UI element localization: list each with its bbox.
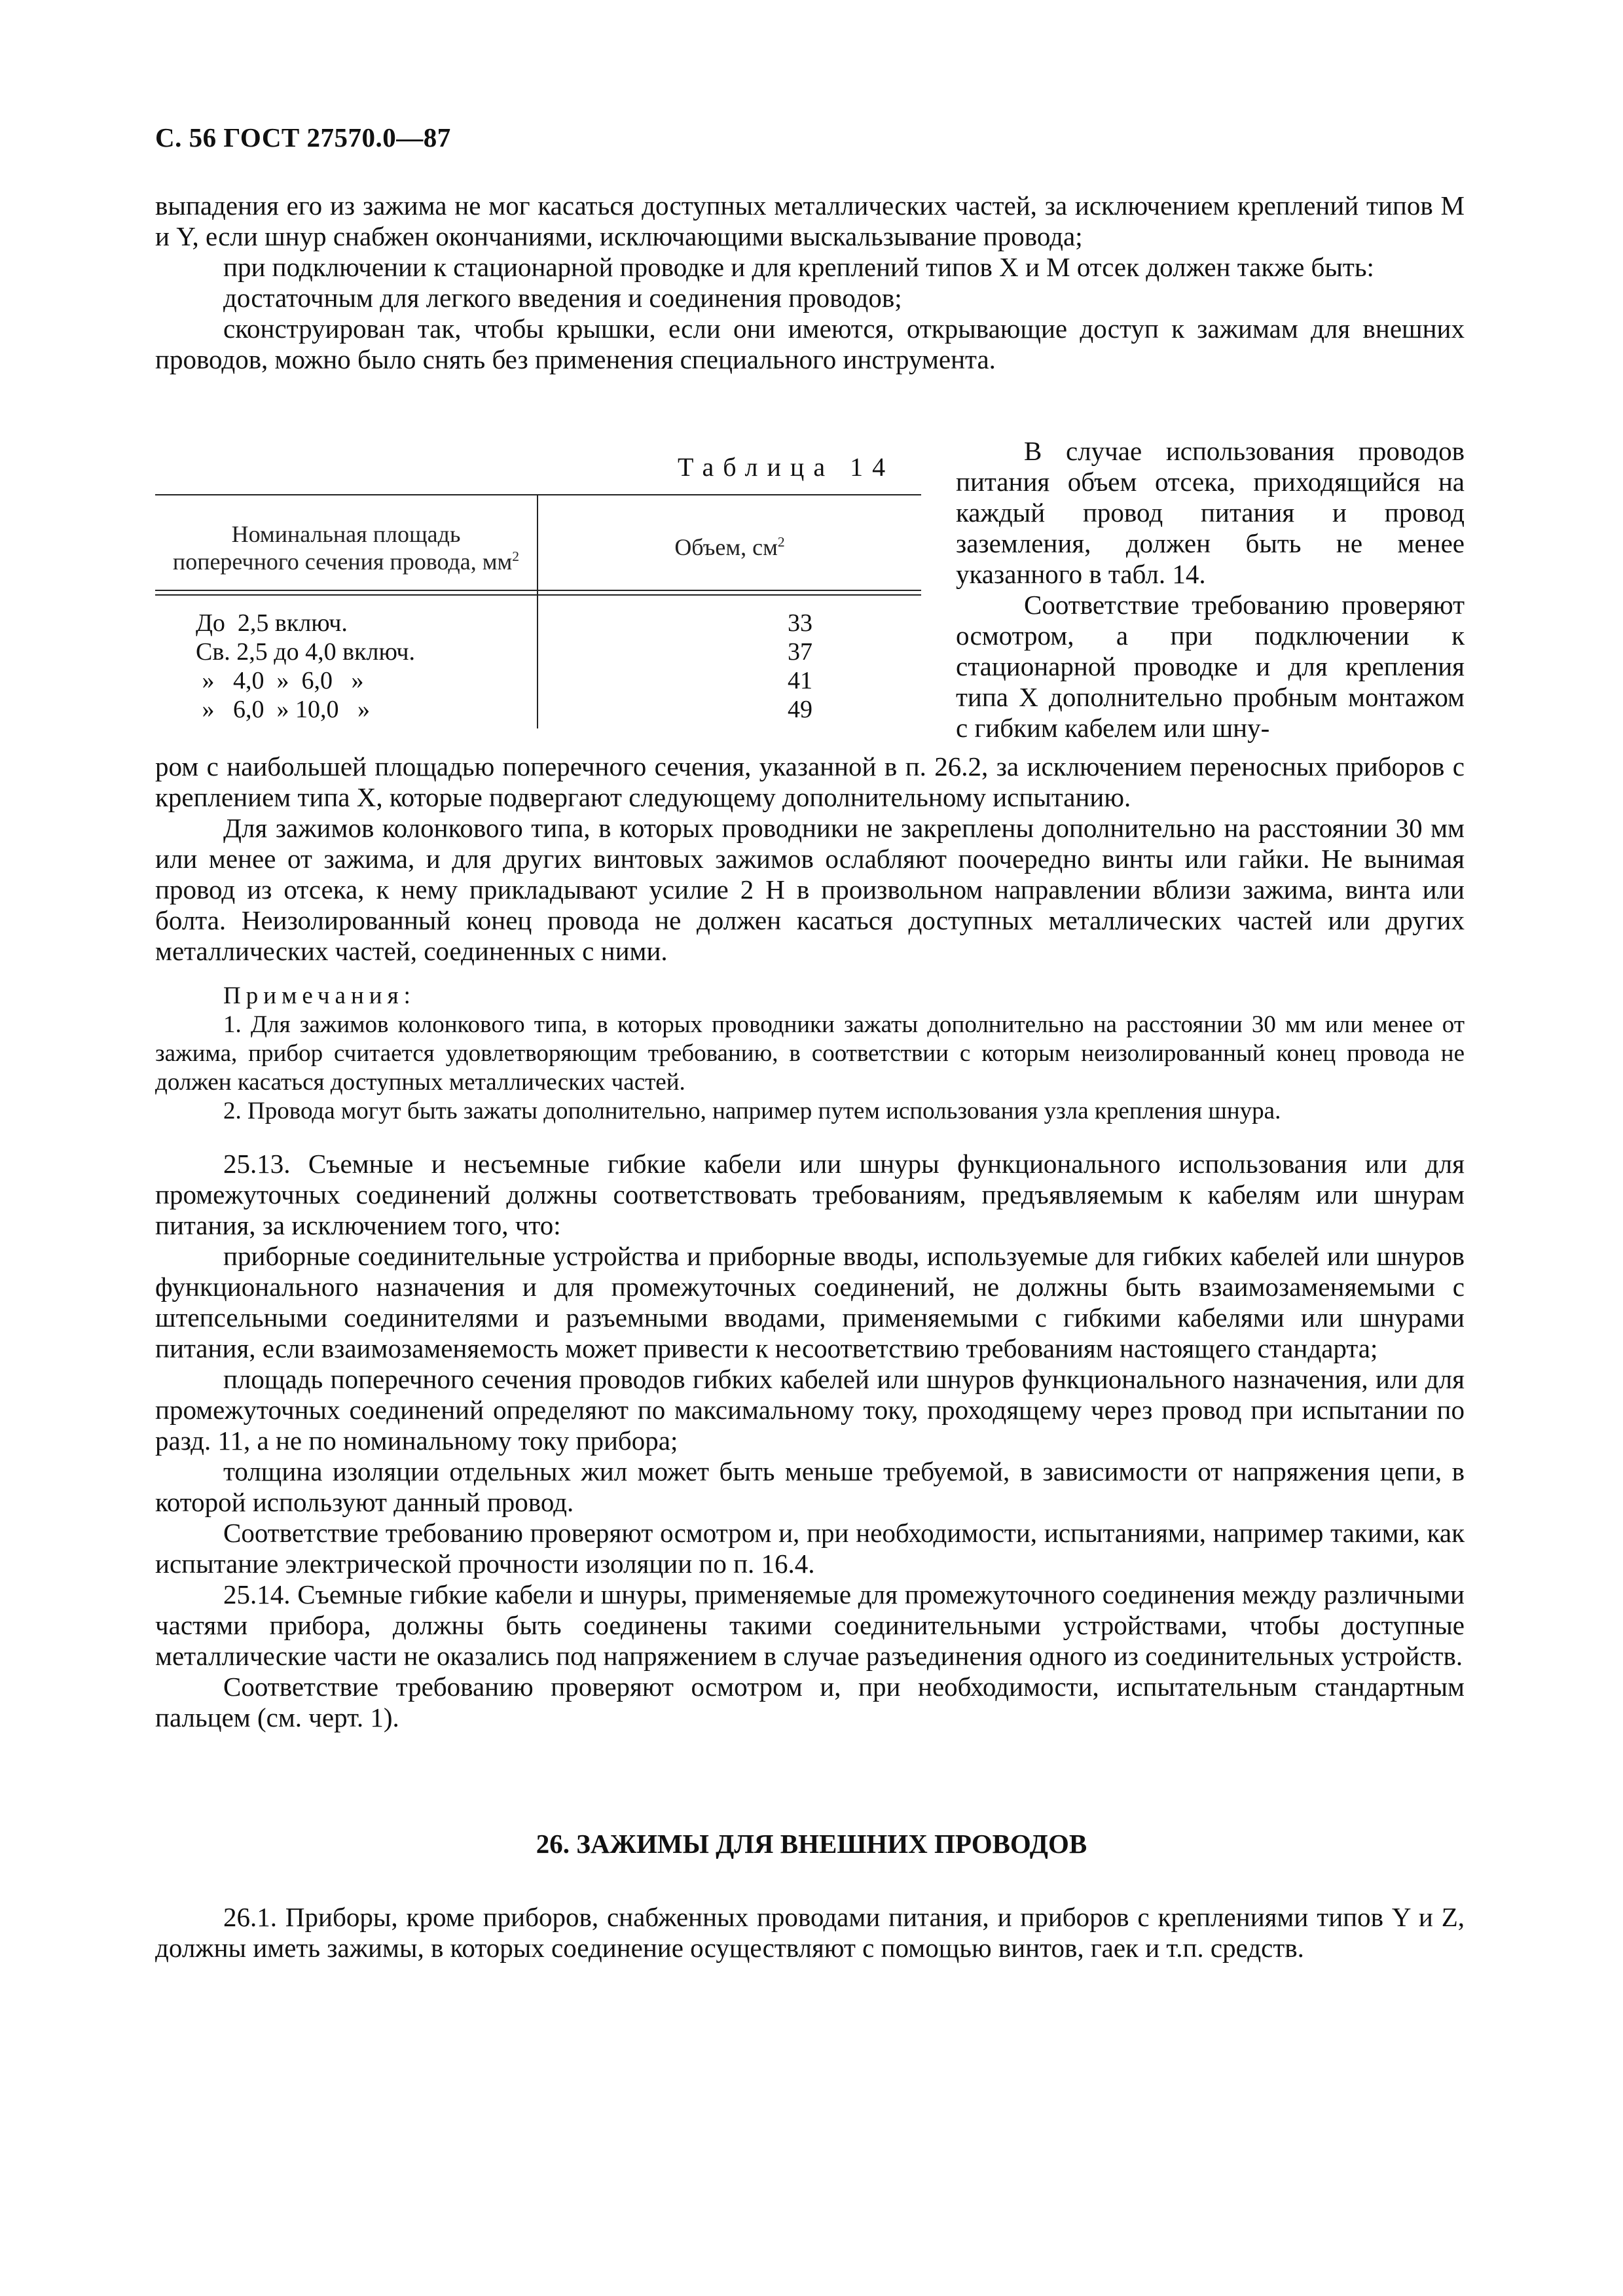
paragraph: достаточным для легкого введения и соединения проводов; [223, 283, 902, 313]
notes-block [155, 982, 1465, 1126]
table-cell: 49 [788, 696, 812, 723]
table-14 [155, 494, 921, 730]
paragraph: 25.13. Съемные и несъемные гибкие кабели или шнуры функционального использования или для промежуточных соединений должны соответствовать требованиям, предъявляемым к кабелям или шнурам питания, за исключением того, что: [155, 1149, 1465, 1240]
paragraph: выпадения его из зажима не мог касаться доступных металлических частей, за исключением креплений типов М и Y, если шнур снабжен окончаниями, исключающими выскальзывание провода; [155, 190, 1465, 251]
table-cell: До 2,5 включ. [196, 609, 348, 637]
table-cell: » 4,0 » 6,0 » [196, 667, 364, 694]
paragraph: Соответствие требованию проверяют осмотром, а при подключении к стационарной проводке и для крепления типа X дополнительно пробным монтажом с гибким кабелем или шну- [956, 590, 1465, 743]
paragraph: Соответствие требованию проверяют осмотром и, при необходимости, испытательным стандартным пальцем (см. черт. 1). [155, 1672, 1465, 1732]
paragraph: толщина изоляции отдельных жил может быть меньше требуемой, в зависимости от напряжения цепи, в которой используют данный провод. [155, 1456, 1465, 1517]
paragraph: 26.1. Приборы, кроме приборов, снабженных проводами питания, и приборов с креплениями типов Y и Z, должны иметь зажимы, в которых соединение осуществляют с помощью винтов, гаек и т.п. средств. [155, 1902, 1465, 1963]
top-block [155, 190, 1465, 375]
section-body [155, 1902, 1465, 1964]
section-title: 26. ЗАЖИМЫ ДЛЯ ВНЕШНИХ ПРОВОДОВ [536, 1829, 1087, 1859]
paragraph: приборные соединительные устройства и приборные вводы, используемые для гибких кабелей или шнуров функционального назначения и для промежуточных соединений, не должны быть взаимозаменяемыми с штепсельными соединителями и разъемными вводами, применяемыми с гибкими кабелями или шнурами питания, если взаимозаменяемость может привести к несоответствию требованиям настоящего стандарта; [155, 1241, 1465, 1363]
table-header-volume: Объем, $см^2$ [674, 534, 785, 560]
table-rule-header-double [155, 594, 921, 596]
after-table-block [155, 751, 1465, 967]
table-caption: Таблица 14 [678, 452, 895, 482]
paragraph: Соответствие требованию проверяют осмотром и, при необходимости, испытаниями, например такими, как испытание электрической прочности изоляции по п. 16.4. [155, 1518, 1465, 1579]
table-column-volume [754, 609, 846, 724]
page-header: С. 56 ГОСТ 27570.0—87 [155, 122, 451, 152]
paragraph: площадь поперечного сечения проводов гибких кабелей или шнуров функционального назначения, или для промежуточных соединений определяют по максимальному току, проходящему через провод при испытании по разд. 11, а не по номинальному току прибора; [155, 1364, 1465, 1456]
table-rule-header [155, 590, 921, 591]
table-cell: » 6,0 » 10,0 » [196, 696, 370, 723]
paragraph: при подключении к стационарной проводке и для креплений типов X и М отсек должен также быть: [223, 252, 1374, 282]
table-cell: 41 [788, 667, 812, 694]
table-rule-top [155, 494, 921, 495]
table-cell: 33 [788, 609, 812, 637]
table-column-range [196, 609, 415, 724]
side-text [956, 436, 1465, 744]
paragraph: ром с наибольшей площадью поперечного сечения, указанной в п. 26.2, за исключением переносных приборов с креплением типа X, которые подвергают следующему дополнительному испытанию. [155, 751, 1465, 812]
table-cell: 37 [788, 638, 812, 666]
paragraph: Для зажимов колонкового типа, в которых проводники не закреплены дополнительно на расстоянии 30 мм или менее от зажима, и для других винтовых зажимов ослабляют поочередно винты или гайки. Не вынимая провод из отсека, к нему прикладывают усилие 2 Н в произвольном направлении вблизи зажима, винта или болта. Неизолированный конец провода не должен касаться доступных металлических частей или других металлических частей, соединенных с ними. [155, 813, 1465, 966]
note-item: 2. Провода могут быть зажаты дополнительно, например путем использования узла крепления шнура. [223, 1098, 1281, 1124]
notes-title: Примечания: [223, 982, 416, 1009]
paragraph: 25.14. Съемные гибкие кабели и шнуры, применяемые для промежуточного соединения между различными частями прибора, должны быть соединены такими соединительными устройствами, чтобы доступные металлические части не оказались под напряжением в случае разъединения одного из соединительных устройств. [155, 1579, 1465, 1671]
table-header-area: Номинальная площадь поперечного сечения провода, $мм^2$ [172, 521, 520, 575]
table-column-divider [537, 494, 538, 728]
paragraph: сконструирован так, чтобы крышки, если они имеются, открывающие доступ к зажимам для внешних проводов, можно было снять без применения специального инструмента. [155, 314, 1465, 374]
paragraph: В случае использования проводов питания объем отсека, приходящийся на каждый провод питания и провод заземления, должен быть не менее указанного в табл. 14. [956, 436, 1465, 589]
note-item: 1. Для зажимов колонкового типа, в которых проводники зажаты дополнительно на расстоянии 30 мм или менее от зажима, прибор считается удовлетворяющим требованию, в соответствии с которым неизолированный конец провода не должен касаться доступных металлических частей. [155, 1011, 1465, 1096]
table-cell: Св. 2,5 до 4,0 включ. [196, 638, 416, 666]
main-body [155, 1149, 1465, 1733]
